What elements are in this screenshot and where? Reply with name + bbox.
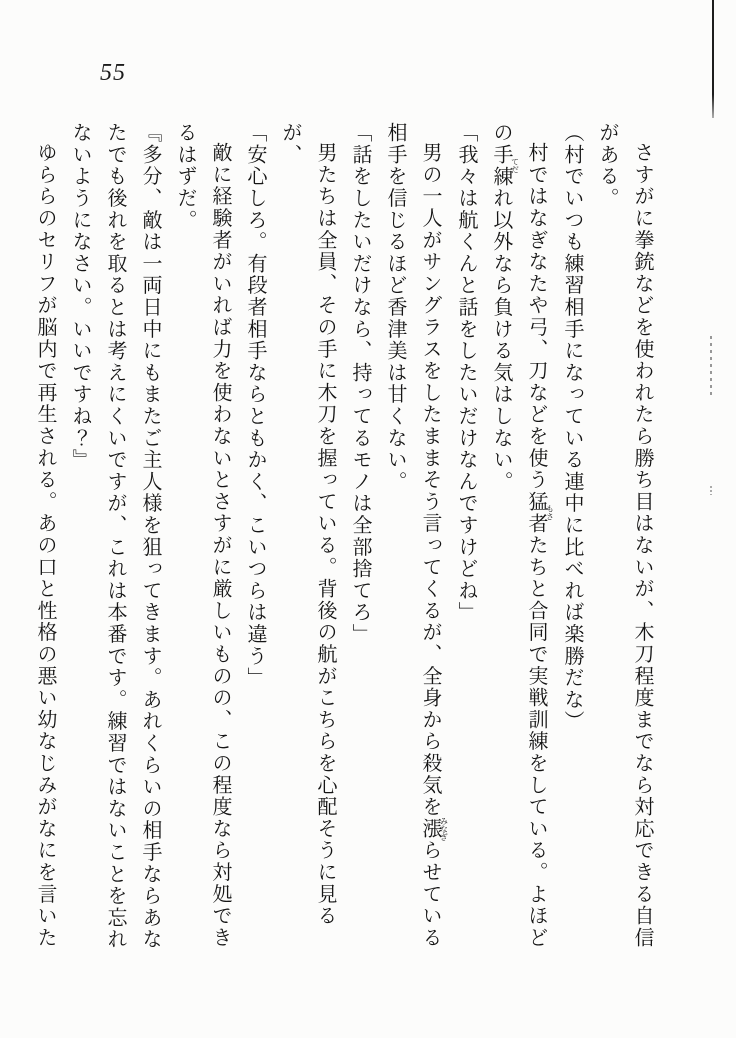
page-number: 55 [100,60,126,86]
paragraph: 敵に経験者がいれば力を使わないとさすがに厳しいものの、この程度なら対処できるはずだ。 [174,122,231,949]
body-text [34,122,659,954]
paragraph: ゆららのセリフが脳内で再生される。あの口と性格の悪い幼なじみがなにを言いた [34,142,56,949]
paragraph: 「安心しろ。有段者相手ならともかく、こいつらは違う」 [244,122,266,689]
paragraph: さすがに拳銃などを使われたら勝ち目はないが、木刀程度までなら対応できる自信がある。 [596,122,653,949]
scan-artifact-dots [710,336,712,398]
scan-artifact-speck [710,486,712,495]
paragraph: 村ではなぎなたや弓、刀などを使う猛者もさたちと合同で実戦訓練をしている。よほどの手練てだれ以外なら負ける気はしない。 [490,122,555,949]
ruby-annotated-word: 猛者もさ [525,490,555,535]
ruby-annotated-word: 漲みなぎ [419,816,449,841]
ruby-annotated-word: 手練てだ [490,143,520,188]
paragraph: （村でいつも練習相手になっている連中に比べれば楽勝だな） [561,122,583,733]
paragraph: 男たちは全員、その手に木刀を握っている。背後の航がこちらを心配そうに見るが、 [279,122,336,927]
paragraph: 『多分、敵は一両日中にもまたご主人様を狙ってきます。あれくらいの相手ならあなたでも後れを取るとは考えにくいですが、これは本番です。練習ではないことを忘れないようになさい。いいですね？』 [69,122,161,951]
paragraph: 「我々は航くんと話をしたいだけなんですけどね」 [455,122,477,624]
paragraph: 男の一人がサングラスをしたままそう言ってくるが、全身から殺気を漲みなぎらせている相手を信じるほど香津美は甘くない。 [384,122,449,949]
scan-artifact-line [712,0,714,118]
paragraph: 「話をしたいだけなら、持ってるモノは全部捨てろ」 [349,122,371,646]
